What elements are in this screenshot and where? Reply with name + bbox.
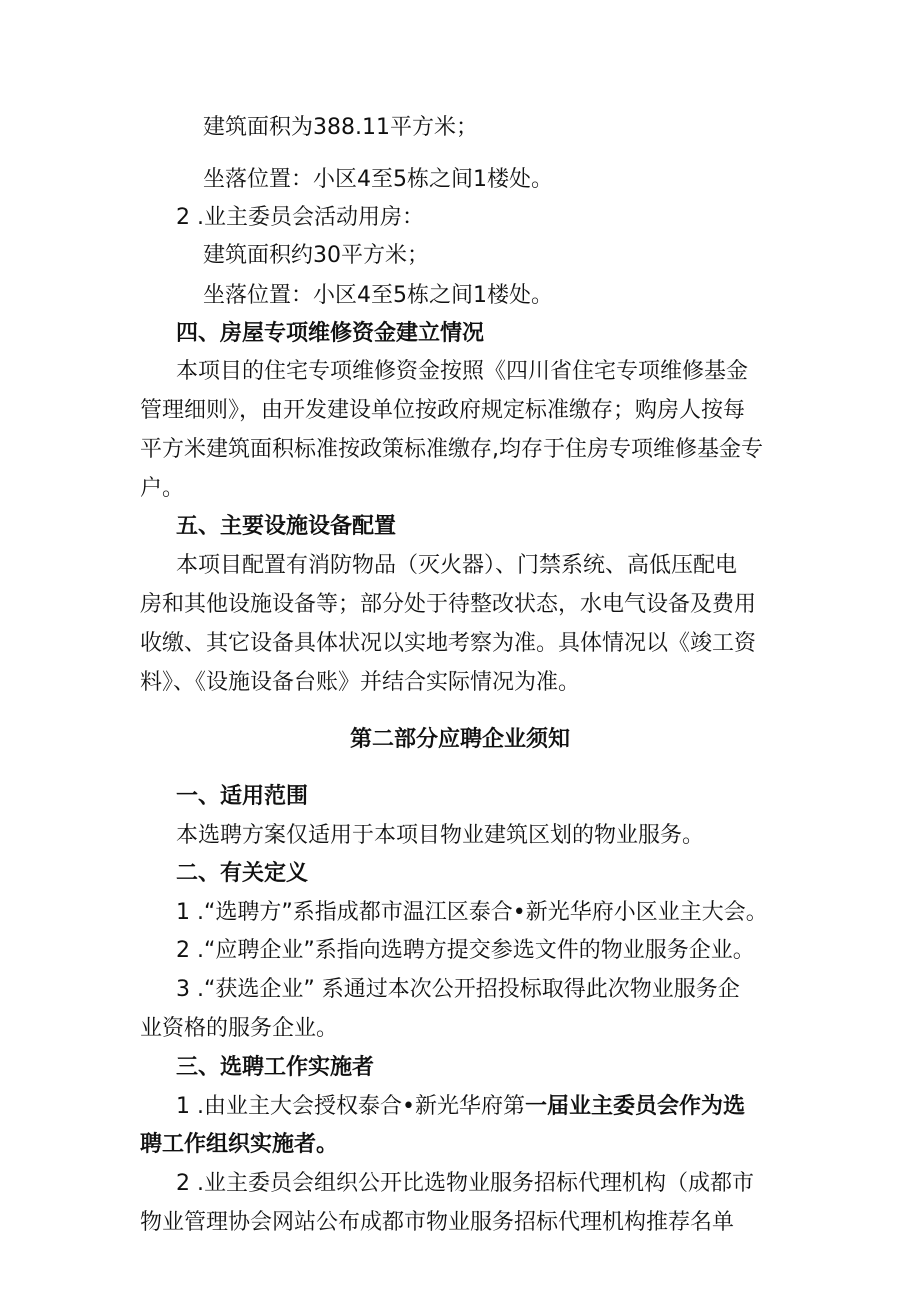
text-line: 建筑面积为388.11平方米； xyxy=(203,115,478,140)
section-heading: 一、适用范围 xyxy=(176,784,309,809)
list-item-bold-text: 一届业主委员会作为选 xyxy=(524,1094,745,1119)
definition-item: 2 .“应聘企业”系指向选聘方提交参选文件的物业服务企业。 xyxy=(176,938,755,963)
paragraph-line: 本选聘方案仅适用于本项目物业建筑区划的物业服务。 xyxy=(176,823,705,848)
definition-item: 3 .“获选企业” 系通过本次公开招投标取得此次物业服务企 xyxy=(176,977,740,1002)
paragraph-line: 物业管理协会网站公布成都市物业服务招标代理机构推荐名单 xyxy=(140,1210,735,1235)
paragraph-line: 平方米建筑面积标准按政策标准缴存,均存于住房专项维修基金专 xyxy=(140,437,763,462)
section-heading: 三、选聘工作实施者 xyxy=(176,1055,375,1080)
paragraph-line: 收缴、其它设备具体状况以实地考察为准。具体情况以《竣工资 xyxy=(140,631,757,656)
text-line: 建筑面积约30平方米； xyxy=(203,243,429,268)
part-title: 第二部分应聘企业须知 xyxy=(349,727,570,752)
section-heading: 二、有关定义 xyxy=(176,861,309,886)
paragraph-line: 本项目的住宅专项维修资金按照《四川省住宅专项维修基金 xyxy=(176,359,749,384)
list-item xyxy=(176,1092,745,1122)
paragraph-line: 业资格的服务企业。 xyxy=(140,1016,339,1041)
paragraph-line: 管理细则》，由开发建设单位按政府规定标准缴存；购房人按每 xyxy=(140,398,746,423)
paragraph-line: 料》、《设施设备台账》并结合实际情况为准。 xyxy=(140,670,581,695)
text-line: 坐落位置：小区4至5栋之间1楼处。 xyxy=(203,167,553,192)
paragraph-line: 户。 xyxy=(140,476,185,501)
list-item-text: 1 .由业主大会授权泰合•新光华府第 xyxy=(176,1094,525,1119)
definition-item: 1 .“选聘方”系指成都市温江区泰合•新光华府小区业主大会。 xyxy=(176,900,768,925)
paragraph-line: 聘工作组织实施者。 xyxy=(140,1132,339,1157)
list-item-heading: 2 .业主委员会活动用房： xyxy=(176,205,424,230)
text-line: 坐落位置：小区4至5栋之间1楼处。 xyxy=(203,283,553,308)
section-heading: 五、主要设施设备配置 xyxy=(176,514,397,539)
list-item: 2 .业主委员会组织公开比选物业服务招标代理机构（成都市 xyxy=(176,1171,754,1196)
paragraph-line: 本项目配置有消防物品（灭火器）、门禁系统、高低压配电 xyxy=(176,553,738,578)
paragraph-line: 房和其他设施设备等；部分处于待整改状态，水电气设备及费用 xyxy=(140,592,757,617)
section-heading: 四、房屋专项维修资金建立情况 xyxy=(176,321,485,346)
